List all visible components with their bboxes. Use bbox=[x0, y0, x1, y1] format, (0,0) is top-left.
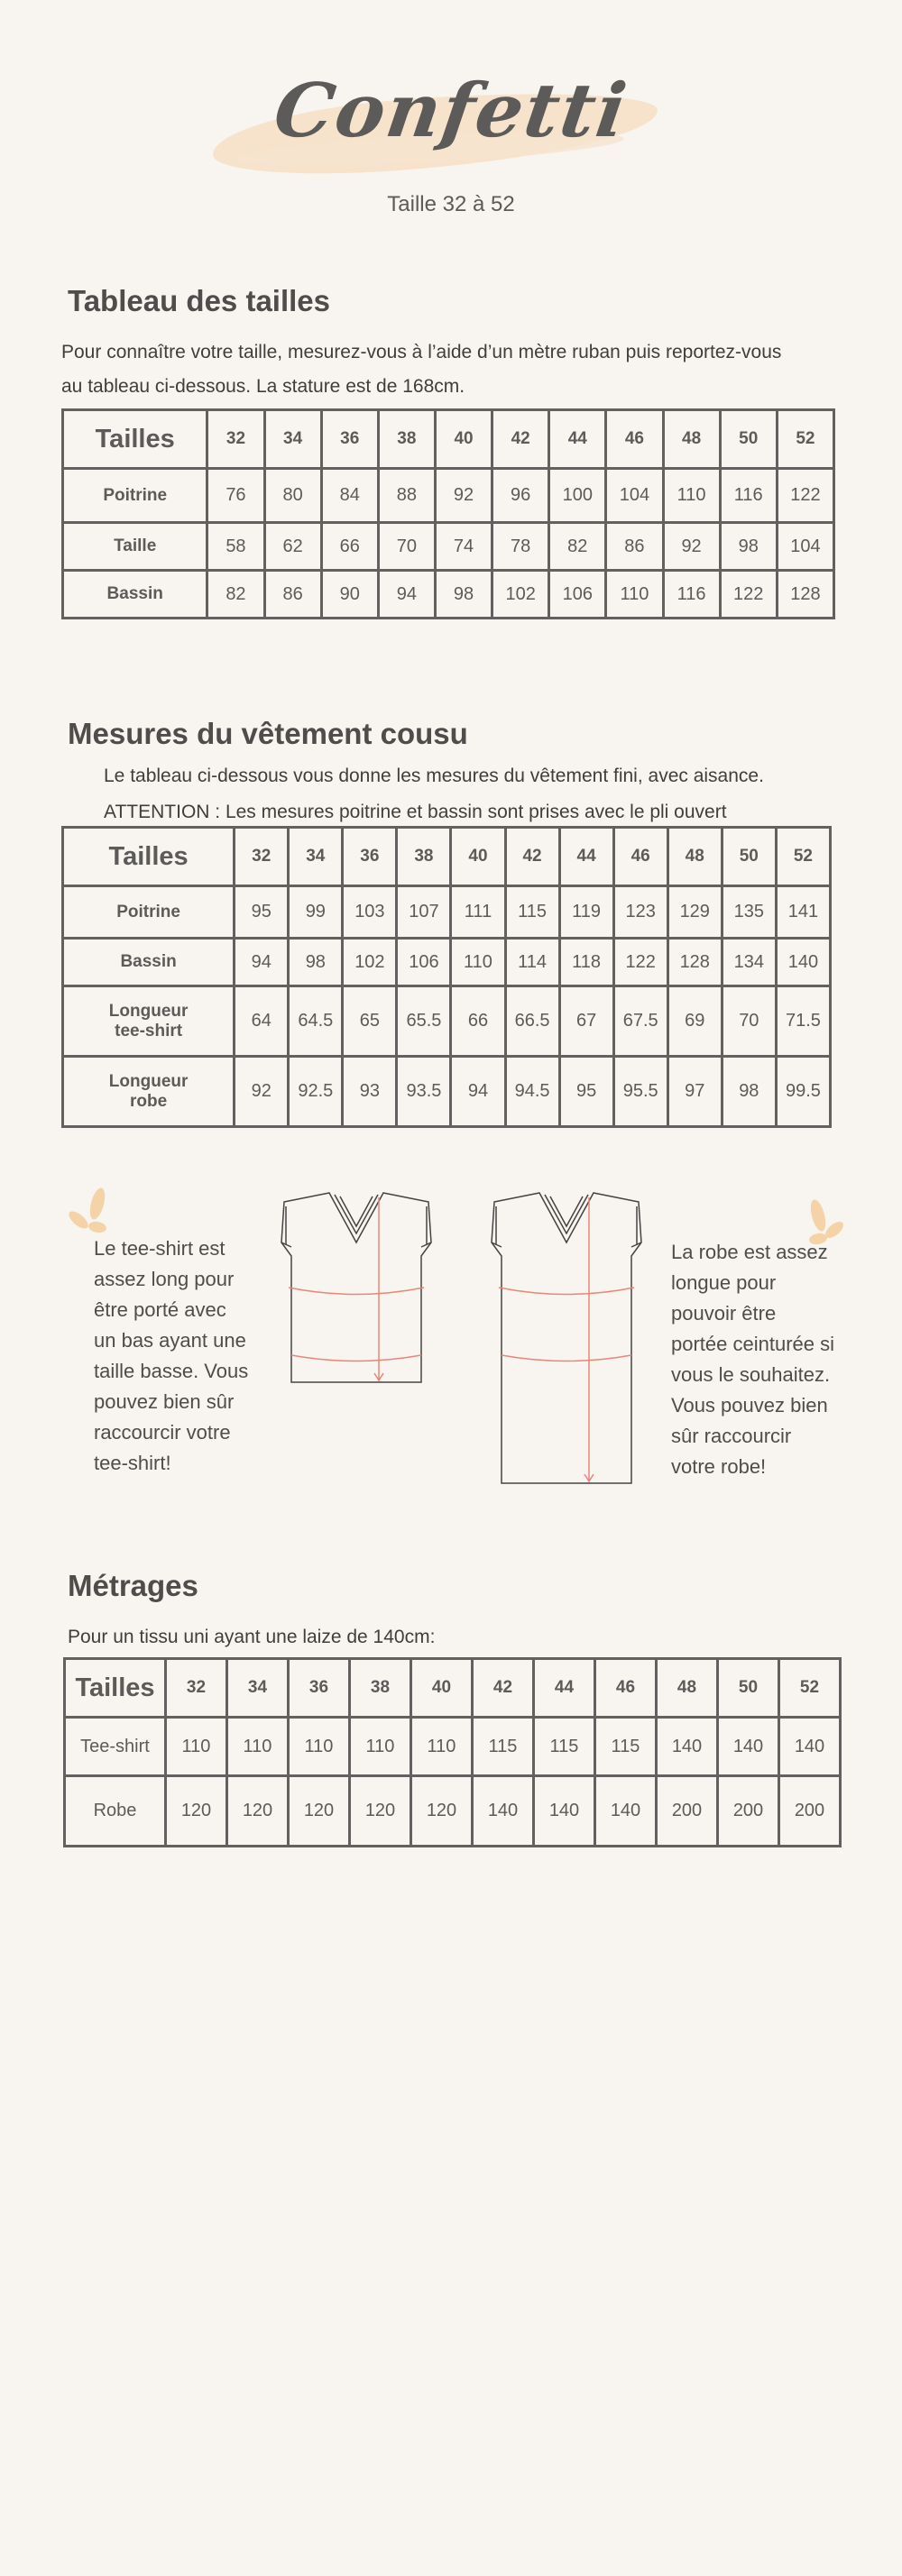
size-column-header: 44 bbox=[549, 410, 606, 469]
size-column-header: 46 bbox=[595, 1659, 657, 1718]
table-cell: 140 bbox=[779, 1718, 841, 1776]
table-cell: 110 bbox=[411, 1718, 473, 1776]
table-cell: 80 bbox=[264, 469, 321, 523]
table-cell: 200 bbox=[718, 1776, 779, 1847]
table-cell: 128 bbox=[667, 939, 722, 986]
table-row bbox=[63, 1057, 831, 1127]
table-cell: 140 bbox=[718, 1718, 779, 1776]
table-cell: 98 bbox=[289, 939, 343, 986]
yardage-intro: Pour un tissu uni ayant une laize de 140cm: bbox=[68, 1627, 436, 1647]
size-column-header: 32 bbox=[235, 828, 289, 886]
table-cell: 110 bbox=[350, 1718, 411, 1776]
table-cell: 134 bbox=[722, 939, 776, 986]
size-column-header: 38 bbox=[350, 1659, 411, 1718]
note-line: votre robe! bbox=[671, 1455, 767, 1478]
table-cell: 118 bbox=[559, 939, 613, 986]
table-cell: 115 bbox=[595, 1718, 657, 1776]
table-cell: 94.5 bbox=[505, 1057, 559, 1127]
table-row bbox=[65, 1718, 841, 1776]
table-cell: 94 bbox=[451, 1057, 505, 1127]
table-cell: 140 bbox=[657, 1718, 718, 1776]
table-cell: 95 bbox=[559, 1057, 613, 1127]
table-cell: 65 bbox=[343, 986, 397, 1057]
size-column-header: 34 bbox=[264, 410, 321, 469]
row-label-line2: robe bbox=[130, 1091, 168, 1111]
table-cell: 67 bbox=[559, 986, 613, 1057]
garment-heading: Mesures du vêtement cousu bbox=[68, 717, 468, 750]
table-row bbox=[63, 986, 831, 1057]
table-cell: 140 bbox=[534, 1776, 595, 1847]
note-line: assez long pour bbox=[94, 1268, 235, 1290]
dress-drawing bbox=[476, 1188, 648, 1490]
note-line: sûr raccourcir bbox=[671, 1425, 792, 1447]
table-cell: 140 bbox=[473, 1776, 534, 1847]
table-cell: 98 bbox=[435, 571, 492, 619]
confetti-drops-left-icon bbox=[63, 1186, 113, 1240]
note-line: longue pour bbox=[671, 1271, 777, 1294]
table-cell: 92 bbox=[435, 469, 492, 523]
table-cell: 129 bbox=[667, 886, 722, 939]
sizes-table bbox=[61, 408, 835, 619]
table-cell: 110 bbox=[166, 1718, 227, 1776]
size-column-header: 32 bbox=[207, 410, 264, 469]
row-label: Poitrine bbox=[63, 886, 235, 939]
row-label: Poitrine bbox=[63, 469, 207, 523]
table-row bbox=[63, 523, 834, 571]
table-cell: 70 bbox=[378, 523, 435, 571]
note-line: raccourcir votre bbox=[94, 1421, 231, 1444]
table-cell: 96 bbox=[492, 469, 549, 523]
table-cell: 67.5 bbox=[613, 986, 667, 1057]
table-cell: 116 bbox=[720, 469, 777, 523]
page-title: Confetti bbox=[269, 68, 633, 154]
size-column-header: 40 bbox=[411, 1659, 473, 1718]
table-row bbox=[63, 939, 831, 986]
row-label-line1: Longueur bbox=[108, 1001, 189, 1021]
table-cell: 116 bbox=[663, 571, 720, 619]
table-cell: 122 bbox=[777, 469, 833, 523]
table-cell: 70 bbox=[722, 986, 776, 1057]
table-cell: 122 bbox=[720, 571, 777, 619]
table-cell: 99.5 bbox=[776, 1057, 830, 1127]
table-cell: 90 bbox=[321, 571, 378, 619]
note-line: pouvoir être bbox=[671, 1302, 777, 1325]
table-cell: 64 bbox=[235, 986, 289, 1057]
note-line: pouvez bien sûr bbox=[94, 1390, 235, 1413]
row-label: Taille bbox=[63, 523, 207, 571]
sizes-heading: Tableau des tailles bbox=[68, 284, 331, 317]
sizes-intro bbox=[61, 335, 873, 404]
table-cell: 66 bbox=[321, 523, 378, 571]
yardage-table bbox=[63, 1657, 842, 1847]
size-column-header: 42 bbox=[505, 828, 559, 886]
sizes-intro-line2: au tableau ci-dessous. La stature est de 168cm. bbox=[61, 376, 465, 397]
table-cell: 93.5 bbox=[397, 1057, 451, 1127]
table-cell: 102 bbox=[492, 571, 549, 619]
row-label-line1: Longueur bbox=[108, 1071, 189, 1091]
table-corner: Tailles bbox=[63, 828, 235, 886]
table-cell: 97 bbox=[667, 1057, 722, 1127]
note-line: Le tee-shirt est bbox=[94, 1237, 226, 1260]
table-header-row bbox=[65, 1659, 841, 1718]
table-row bbox=[63, 469, 834, 523]
size-column-header: 42 bbox=[492, 410, 549, 469]
table-cell: 88 bbox=[378, 469, 435, 523]
table-cell: 110 bbox=[663, 469, 720, 523]
garment-table bbox=[61, 826, 832, 1128]
table-cell: 69 bbox=[667, 986, 722, 1057]
table-cell: 200 bbox=[657, 1776, 718, 1847]
table-cell: 82 bbox=[549, 523, 606, 571]
size-column-header: 32 bbox=[166, 1659, 227, 1718]
table-cell: 141 bbox=[776, 886, 830, 939]
table-cell: 200 bbox=[779, 1776, 841, 1847]
dress-note bbox=[671, 1237, 888, 1482]
garment-intro-line1: Le tableau ci-dessous vous donne les mesures du vêtement fini, avec aisance. bbox=[104, 765, 764, 786]
row-label bbox=[63, 986, 235, 1057]
table-cell: 115 bbox=[505, 886, 559, 939]
table-cell: 107 bbox=[397, 886, 451, 939]
size-column-header: 36 bbox=[289, 1659, 350, 1718]
size-column-header: 44 bbox=[559, 828, 613, 886]
table-cell: 140 bbox=[776, 939, 830, 986]
size-column-header: 52 bbox=[779, 1659, 841, 1718]
table-cell: 110 bbox=[606, 571, 663, 619]
table-cell: 102 bbox=[343, 939, 397, 986]
size-column-header: 46 bbox=[613, 828, 667, 886]
table-cell: 82 bbox=[207, 571, 264, 619]
table-cell: 100 bbox=[549, 469, 606, 523]
sizes-intro-line1: Pour connaître votre taille, mesurez-vous à l’aide d’un mètre ruban puis reportez-vous bbox=[61, 342, 782, 362]
table-cell: 104 bbox=[606, 469, 663, 523]
garment-intro bbox=[104, 758, 888, 830]
garment-intro-line2: ATTENTION : Les mesures poitrine et bassin sont prises avec le pli ouvert bbox=[104, 802, 727, 822]
table-cell: 122 bbox=[613, 939, 667, 986]
yardage-heading: Métrages bbox=[68, 1569, 198, 1602]
size-column-header: 40 bbox=[451, 828, 505, 886]
table-cell: 62 bbox=[264, 523, 321, 571]
table-row bbox=[63, 886, 831, 939]
size-column-header: 38 bbox=[397, 828, 451, 886]
table-cell: 92 bbox=[235, 1057, 289, 1127]
size-column-header: 34 bbox=[227, 1659, 289, 1718]
size-column-header: 38 bbox=[378, 410, 435, 469]
table-cell: 95 bbox=[235, 886, 289, 939]
size-column-header: 34 bbox=[289, 828, 343, 886]
table-cell: 74 bbox=[435, 523, 492, 571]
table-cell: 128 bbox=[777, 571, 833, 619]
table-cell: 119 bbox=[559, 886, 613, 939]
table-cell: 120 bbox=[350, 1776, 411, 1847]
table-cell: 115 bbox=[534, 1718, 595, 1776]
size-column-header: 40 bbox=[435, 410, 492, 469]
table-cell: 106 bbox=[397, 939, 451, 986]
note-line: vous le souhaitez. bbox=[671, 1363, 831, 1386]
table-cell: 66 bbox=[451, 986, 505, 1057]
tee-shirt-note bbox=[94, 1233, 274, 1479]
table-cell: 98 bbox=[722, 1057, 776, 1127]
table-cell: 86 bbox=[606, 523, 663, 571]
size-column-header: 36 bbox=[321, 410, 378, 469]
table-cell: 135 bbox=[722, 886, 776, 939]
size-column-header: 48 bbox=[663, 410, 720, 469]
table-cell: 58 bbox=[207, 523, 264, 571]
table-cell: 120 bbox=[289, 1776, 350, 1847]
table-corner: Tailles bbox=[63, 410, 207, 469]
note-line: être porté avec bbox=[94, 1298, 226, 1321]
tee-shirt-drawing bbox=[266, 1188, 437, 1387]
table-cell: 115 bbox=[473, 1718, 534, 1776]
size-column-header: 50 bbox=[718, 1659, 779, 1718]
row-label: Bassin bbox=[63, 571, 207, 619]
table-cell: 140 bbox=[595, 1776, 657, 1847]
note-line: tee-shirt! bbox=[94, 1452, 171, 1474]
table-cell: 120 bbox=[411, 1776, 473, 1847]
row-label-line2: tee-shirt bbox=[115, 1021, 183, 1040]
table-cell: 65.5 bbox=[397, 986, 451, 1057]
size-column-header: 50 bbox=[722, 828, 776, 886]
row-label bbox=[63, 1057, 235, 1127]
size-column-header: 44 bbox=[534, 1659, 595, 1718]
table-cell: 120 bbox=[227, 1776, 289, 1847]
table-cell: 99 bbox=[289, 886, 343, 939]
size-column-header: 50 bbox=[720, 410, 777, 469]
table-cell: 110 bbox=[289, 1718, 350, 1776]
table-header-row bbox=[63, 828, 831, 886]
note-line: portée ceinturée si bbox=[671, 1333, 834, 1355]
size-column-header: 48 bbox=[657, 1659, 718, 1718]
table-cell: 78 bbox=[492, 523, 549, 571]
size-column-header: 36 bbox=[343, 828, 397, 886]
table-cell: 71.5 bbox=[776, 986, 830, 1057]
table-cell: 92.5 bbox=[289, 1057, 343, 1127]
note-line: La robe est assez bbox=[671, 1241, 828, 1263]
page-subtitle: Taille 32 à 52 bbox=[387, 192, 515, 216]
table-cell: 114 bbox=[505, 939, 559, 986]
table-cell: 98 bbox=[720, 523, 777, 571]
table-row bbox=[63, 571, 834, 619]
table-cell: 103 bbox=[343, 886, 397, 939]
table-cell: 92 bbox=[663, 523, 720, 571]
table-cell: 94 bbox=[235, 939, 289, 986]
table-cell: 123 bbox=[613, 886, 667, 939]
table-cell: 106 bbox=[549, 571, 606, 619]
row-label: Robe bbox=[65, 1776, 166, 1847]
table-header-row bbox=[63, 410, 834, 469]
table-cell: 66.5 bbox=[505, 986, 559, 1057]
table-row bbox=[65, 1776, 841, 1847]
table-cell: 104 bbox=[777, 523, 833, 571]
table-corner: Tailles bbox=[65, 1659, 166, 1718]
row-label: Tee-shirt bbox=[65, 1718, 166, 1776]
table-cell: 93 bbox=[343, 1057, 397, 1127]
table-cell: 76 bbox=[207, 469, 264, 523]
table-cell: 84 bbox=[321, 469, 378, 523]
table-cell: 110 bbox=[227, 1718, 289, 1776]
note-line: Vous pouvez bien bbox=[671, 1394, 828, 1416]
table-cell: 86 bbox=[264, 571, 321, 619]
size-column-header: 52 bbox=[776, 828, 830, 886]
table-cell: 120 bbox=[166, 1776, 227, 1847]
size-column-header: 52 bbox=[777, 410, 833, 469]
row-label: Bassin bbox=[63, 939, 235, 986]
size-column-header: 46 bbox=[606, 410, 663, 469]
note-line: taille basse. Vous bbox=[94, 1360, 249, 1382]
table-cell: 111 bbox=[451, 886, 505, 939]
size-column-header: 48 bbox=[667, 828, 722, 886]
size-column-header: 42 bbox=[473, 1659, 534, 1718]
table-cell: 95.5 bbox=[613, 1057, 667, 1127]
table-cell: 94 bbox=[378, 571, 435, 619]
note-line: un bas ayant une bbox=[94, 1329, 246, 1352]
table-cell: 64.5 bbox=[289, 986, 343, 1057]
table-cell: 110 bbox=[451, 939, 505, 986]
